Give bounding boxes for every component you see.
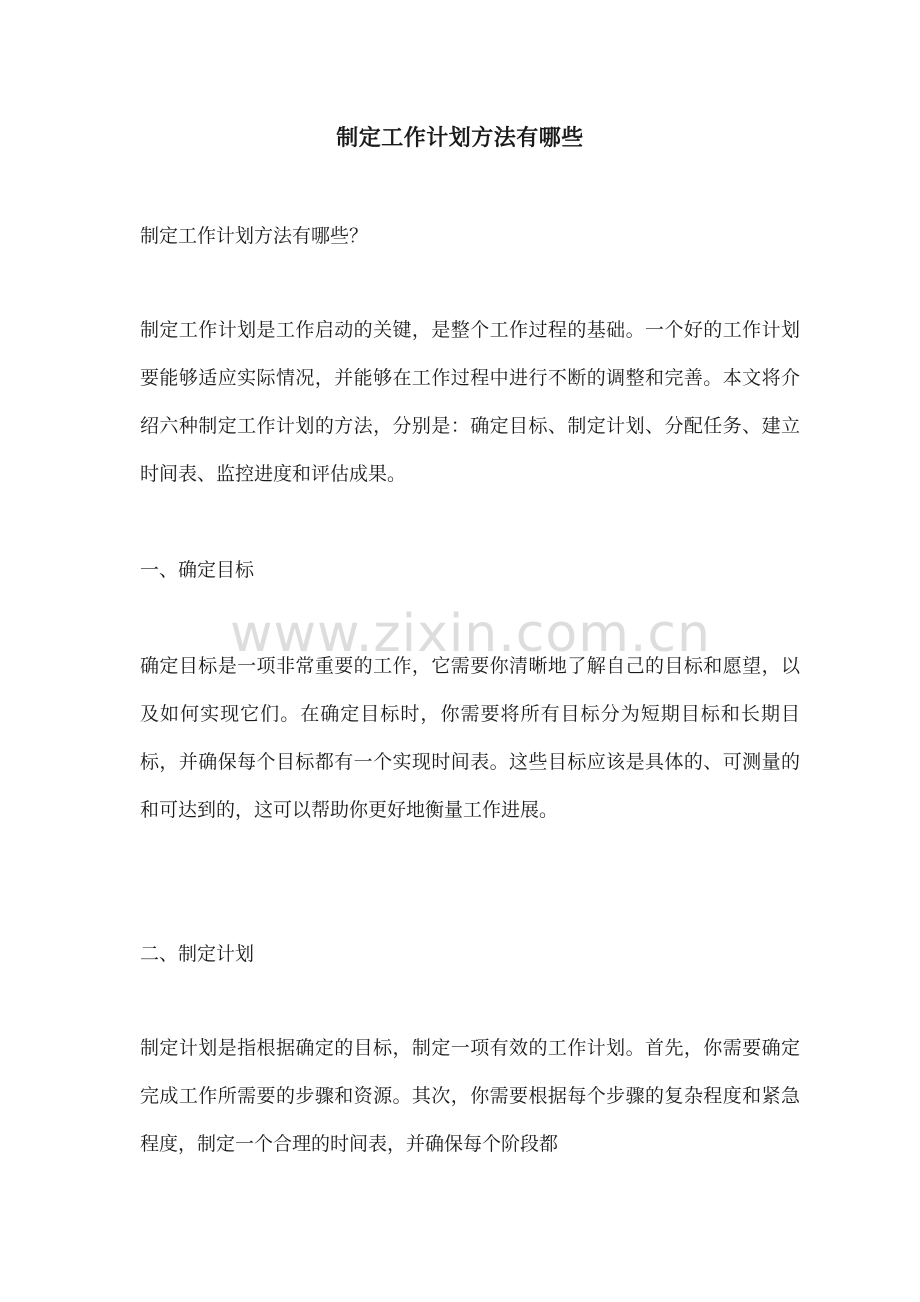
section-2-heading: 二、制定计划 [140,943,255,965]
intro-paragraph: 制定工作计划是工作启动的关键，是整个工作过程的基础。一个好的工作计划要能够适应实际情况，并能够在工作过程中进行不断的调整和完善。本文将介绍六种制定工作计划的方法，分别是：确定目标、制定计划、分配任务、建立时间表、监控进度和评估成果。 [140,319,800,485]
section-1-heading: 一、确定目标 [140,559,255,581]
section-2-paragraph: 制定计划是指根据确定的目标，制定一项有效的工作计划。首先，你需要确定完成工作所需要的步骤和资源。其次，你需要根据每个步骤的复杂程度和紧急程度，制定一个合理的时间表，并确保每个阶段都 [140,1037,800,1155]
section-1-paragraph: 确定目标是一项非常重要的工作，它需要你清晰地了解自己的目标和愿望，以及如何实现它们。在确定目标时，你需要将所有目标分为短期目标和长期目标，并确保每个目标都有一个实现时间表。这些目标应该是具体的、可测量的和可达到的，这可以帮助你更好地衡量工作进展。 [140,655,800,821]
question-paragraph: 制定工作计划方法有哪些？ [140,225,369,247]
document-title: 制定工作计划方法有哪些 [336,125,584,151]
watermark: www.zixin.com.cn [230,604,711,664]
